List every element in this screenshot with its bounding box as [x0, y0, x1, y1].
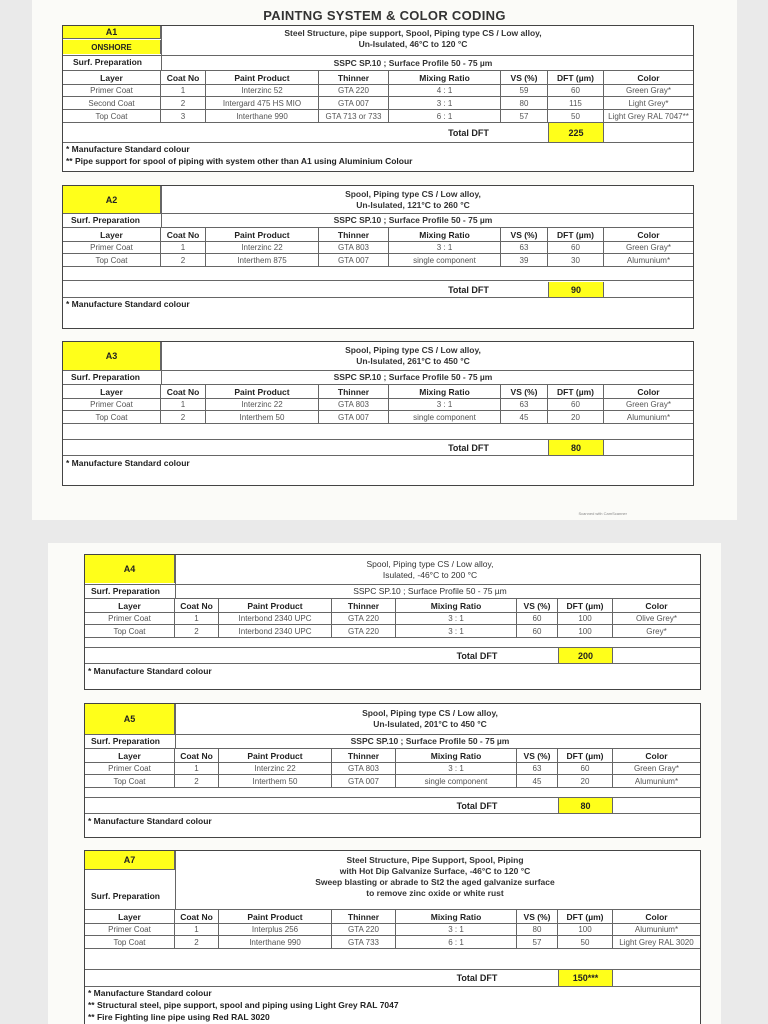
footnote: * Manufacture Standard colour [66, 458, 190, 468]
total-dft-label: Total DFT [448, 127, 489, 138]
total-row [63, 123, 693, 143]
header-row: Layer Coat No Paint Product Thinner Mixing Ratio VS (%) DFT (µm) Color [85, 598, 700, 613]
footnote: ** Fire Fighting line pipe using Red RAL 3020 [88, 1012, 270, 1022]
page-title: PAINTNG SYSTEM & COLOR CODING [263, 8, 506, 23]
surf-prep-value: SSPC SP.10 ; Surface Profile 50 - 75 µm [353, 586, 507, 596]
coat-row: Top Coat 2 Interthem 50 GTA 007 single component 45 20 Alumunium* [85, 775, 700, 788]
total-dft-label: Total DFT [456, 800, 498, 811]
footnote: ** Structural steel, pipe support, spool and piping using Light Grey RAL 7047 [88, 1000, 399, 1010]
system-subcode: ONSHORE [63, 40, 161, 54]
surf-prep-value: SSPC SP.10 ; Surface Profile 50 - 75 µm [333, 372, 493, 382]
header-row: Layer Coat No Paint Product Thinner Mixing Ratio VS (%) DFT (µm) Color [63, 384, 693, 399]
footnote: * Manufacture Standard colour [88, 666, 212, 676]
coat-row: Top Coat 2 Interbond 2340 UPC GTA 220 3 : 1 60 100 Grey* [85, 625, 700, 638]
total-row [85, 647, 700, 664]
coat-row: Primer Coat 1 Interzinc 22 GTA 803 3 : 1 63 60 Green Gray* [63, 241, 693, 254]
header-row: Layer Coat No Paint Product Thinner Mixing Ratio VS (%) DFT (µm) Color [63, 227, 693, 242]
system-code: A5 [85, 704, 175, 734]
system-description: Spool, Piping type CS / Low alloy, Un-Isulated, 261°C to 450 °C [345, 345, 481, 366]
header-row: Layer Coat No Paint Product Thinner Mixing Ratio VS (%) DFT (µm) Color [85, 748, 700, 763]
coat-row: Top Coat 3 Interthane 990 GTA 713 or 733 6 : 1 57 50 Light Grey RAL 7047** [63, 110, 693, 123]
coat-row: Primer Coat 1 Interzinc 52 GTA 220 4 : 1 59 60 Green Gray* [63, 84, 693, 97]
coat-row: Primer Coat 1 Interbond 2340 UPC GTA 220 3 : 1 60 100 Olive Grey* [85, 612, 700, 625]
total-row [85, 969, 700, 987]
footnote: * Manufacture Standard colour [66, 299, 190, 309]
coat-row: Primer Coat 1 Interplus 256 GTA 220 3 : 1 80 100 Alumunium* [85, 923, 700, 936]
footnote: * Manufacture Standard colour [88, 988, 212, 998]
system-a3-table [62, 341, 694, 486]
system-description: Steel Structure, Pipe Support, Spool, Piping with Hot Dip Galvanize Surface, -46°C to 120 °C Sweep blasting or abrade to St2 the aged galvanize surface to remove zinc oxide or white rust [315, 855, 555, 898]
total-dft-value: 200 [558, 648, 613, 663]
footnote: * Manufacture Standard colour [66, 144, 190, 154]
surf-prep-label: Surf. Preparation [71, 215, 140, 225]
header-row: Layer Coat No Paint Product Thinner Mixing Ratio VS (%) DFT (µm) Color [85, 909, 700, 924]
footnote: ** Pipe support for spool of piping with system other than A1 using Aluminium Colour [66, 156, 413, 166]
surf-prep-label: Surf. Preparation [91, 891, 160, 901]
system-code: A2 [63, 186, 161, 213]
system-a2-table [62, 185, 694, 329]
coat-row: Top Coat 2 Interthem 50 GTA 007 single component 45 20 Alumunium* [63, 411, 693, 424]
system-a7-table [84, 850, 701, 1024]
surf-prep-value: SSPC SP.10 ; Surface Profile 50 - 75 µm [333, 58, 493, 68]
system-description: Spool, Piping type CS / Low alloy, Un-Isulated, 121°C to 260 °C [345, 189, 481, 210]
system-a1-table [62, 25, 694, 172]
total-dft-label: Total DFT [448, 284, 489, 295]
system-code: A4 [85, 555, 175, 583]
total-row [85, 797, 700, 814]
coat-row: Top Coat 2 Interthane 990 GTA 733 6 : 1 57 50 Light Grey RAL 3020 [85, 936, 700, 949]
scan-page-2 [48, 543, 721, 1024]
coat-row: Primer Coat 1 Interzinc 22 GTA 803 3 : 1 63 60 Green Gray* [63, 398, 693, 411]
total-dft-label: Total DFT [456, 973, 498, 983]
system-a5-table [84, 703, 701, 838]
system-code: A3 [63, 342, 161, 370]
total-dft-label: Total DFT [448, 442, 489, 453]
total-dft-value: 80 [548, 440, 604, 455]
total-row [63, 282, 693, 298]
system-a4-table [84, 554, 701, 690]
footnote: * Manufacture Standard colour [88, 816, 212, 826]
header-row: Layer Coat No Paint Product Thinner Mixing Ratio VS (%) DFT (µm) Color [63, 70, 693, 85]
surf-prep-value: SSPC SP.10 ; Surface Profile 50 - 75 µm [350, 736, 510, 746]
total-dft-value: 150*** [558, 970, 613, 986]
total-dft-value: 80 [558, 798, 613, 813]
system-code: A1 [63, 26, 161, 39]
total-dft-value: 90 [548, 282, 604, 297]
system-description: Spool, Piping type CS / Low alloy, Un-Isulated, 201°C to 450 °C [362, 708, 498, 729]
total-row [63, 439, 693, 456]
surf-prep-label: Surf. Preparation [71, 372, 140, 382]
coat-row: Top Coat 2 Interthem 875 GTA 007 single component 39 30 Alumunium* [63, 254, 693, 267]
coat-row: Primer Coat 1 Interzinc 22 GTA 803 3 : 1 63 60 Green Gray* [85, 762, 700, 775]
system-description: Spool, Piping type CS / Low alloy, Isulated, -46°C to 200 °C [366, 559, 494, 580]
surf-prep-label: Surf. Preparation [91, 586, 160, 596]
scan-page-1 [32, 0, 737, 520]
system-code: A7 [85, 851, 175, 869]
scan-watermark: Scanned with CamScanner [578, 511, 627, 516]
surf-prep-label: Surf. Preparation [91, 736, 160, 746]
surf-prep-value: SSPC SP.10 ; Surface Profile 50 - 75 µm [333, 215, 493, 225]
system-description: Steel Structure, pipe support, Spool, Piping type CS / Low alloy, Un-Isulated, 46°C to 120 °C [284, 28, 542, 49]
coat-row: Second Coat 2 Intergard 475 HS MIO GTA 007 3 : 1 80 115 Light Grey* [63, 97, 693, 110]
total-dft-label: Total DFT [456, 650, 498, 661]
total-row [63, 267, 693, 281]
total-dft-value: 225 [548, 123, 604, 142]
surf-prep-label: Surf. Preparation [73, 57, 142, 67]
